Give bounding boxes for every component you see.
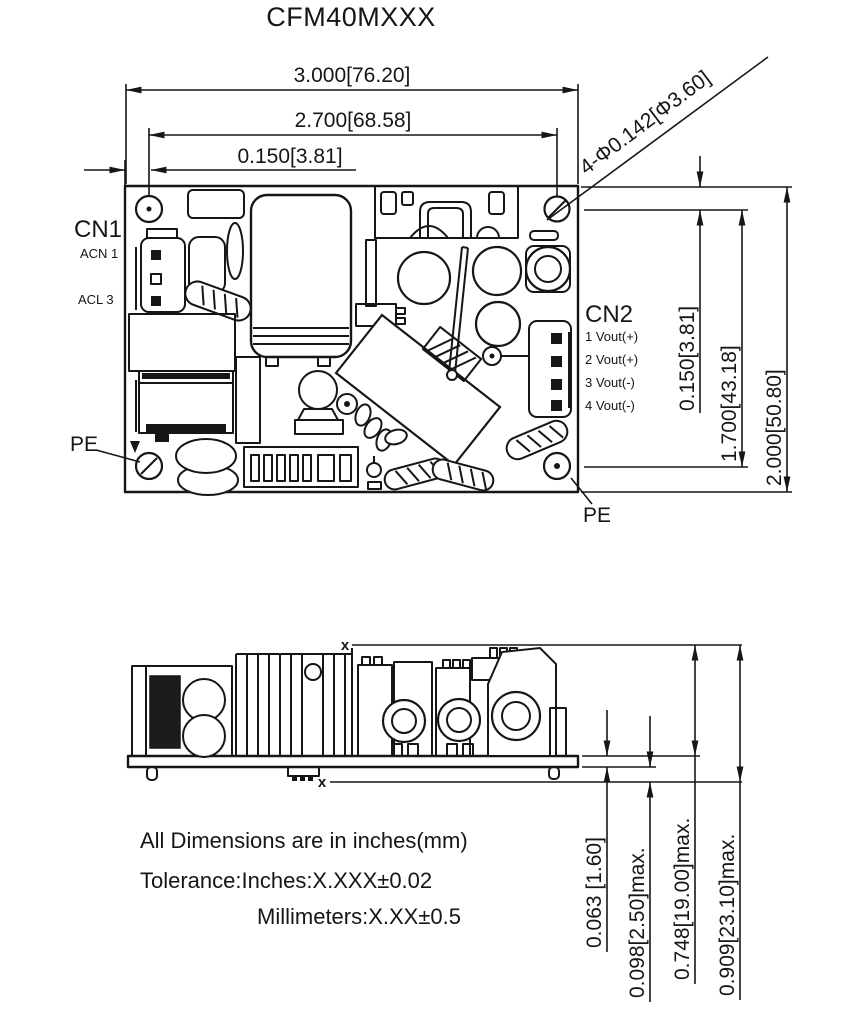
dim-hole-offset-y: 0.150[3.81] [676,305,699,411]
note-tolerance-mm: Millimeters:X.XX±0.5 [257,904,462,929]
cn1-pin-acn: ACN 1 [80,246,119,261]
dim-component-height: 0.748[19.00]max. [671,817,694,980]
notes-block [140,828,468,929]
note-units: All Dimensions are in inches(mm) [140,828,468,853]
pcb-components-side-view [132,648,566,757]
dim-overall-height-side: 0.909[23.10]max. [716,833,739,996]
dim-pin-protrusion: 0.098[2.50]max. [626,847,649,998]
dim-hole-callout: 4-Φ0.142[Φ3.60] [575,66,715,180]
pe-label-left: PE [70,433,99,456]
pcb-pins-side-view [147,767,559,781]
pe-arrow [130,441,140,453]
cn1-pin-acl: ACL 3 [78,292,114,307]
top-view [70,57,792,527]
cn2-pin-4: 4 Vout(-) [585,398,635,413]
cn2-label: CN2 [585,301,634,328]
dim-hole-span-y: 1.700[43.18] [718,345,741,462]
pcb-outline-side-view [128,756,578,767]
pe-label-right: PE [583,504,612,527]
ref-marker-bottom: x [317,774,327,791]
cn2-pin-3: 3 Vout(-) [585,375,635,390]
dim-hole-span-x: 2.700[68.58] [294,109,412,132]
dim-overall-height: 2.000[50.80] [763,369,786,486]
cn2-pin-2: 2 Vout(+) [585,352,639,367]
cn1-label: CN1 [74,216,123,243]
ref-marker-top: x [340,637,350,654]
drawing-title: CFM40MXXX [266,2,436,32]
side-view [128,637,742,1002]
pcb-components-top-view [129,187,571,495]
note-tolerance-inches: Tolerance:Inches:X.XXX±0.02 [140,868,433,893]
dim-overall-width: 3.000[76.20] [293,64,411,87]
cn2-pin-1: 1 Vout(+) [585,329,639,344]
dim-hole-offset-x: 0.150[3.81] [237,145,343,168]
dim-pcb-thickness: 0.063 [1.60] [583,837,606,948]
